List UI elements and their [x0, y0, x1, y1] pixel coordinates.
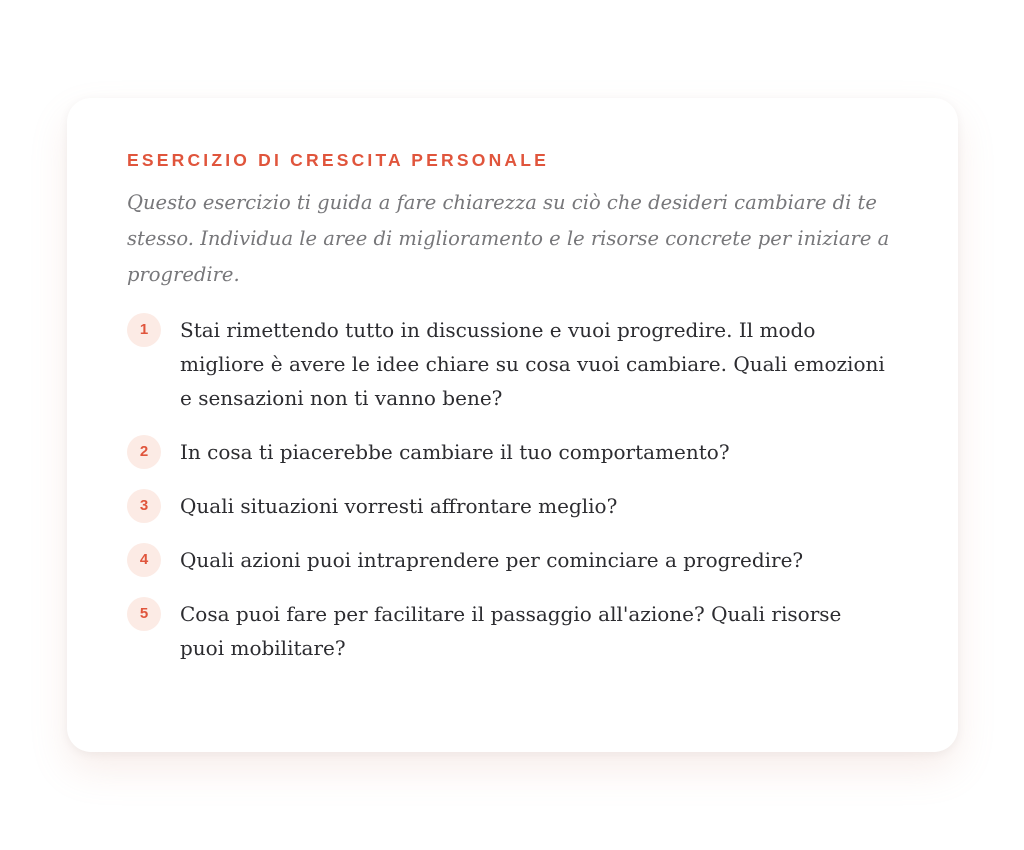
question-number-badge: 2	[127, 435, 161, 469]
question-text: Stai rimettendo tutto in discussione e vuoi progredire. Il modo migliore è avere le idee chiare su cosa vuoi cambiare. Quali emozioni e sensazioni non ti vanno bene?	[180, 318, 885, 410]
question-item	[127, 543, 898, 577]
question-item	[127, 435, 898, 469]
question-item	[127, 597, 898, 665]
question-item	[127, 313, 898, 415]
question-number-badge: 4	[127, 543, 161, 577]
exercise-eyebrow-title: ESERCIZIO DI CRESCITA PERSONALE	[127, 150, 550, 170]
question-number-badge: 5	[127, 597, 161, 631]
question-text: In cosa ti piacerebbe cambiare il tuo comportamento?	[180, 440, 730, 464]
question-item	[127, 489, 898, 523]
exercise-card	[67, 98, 958, 752]
question-text: Quali azioni puoi intraprendere per cominciare a progredire?	[180, 548, 804, 572]
question-text: Quali situazioni vorresti affrontare meglio?	[180, 494, 618, 518]
question-number-badge: 1	[127, 313, 161, 347]
question-text: Cosa puoi fare per facilitare il passaggio all'azione? Quali risorse puoi mobilitare?	[180, 602, 842, 660]
question-list	[127, 313, 898, 665]
exercise-intro: Questo esercizio ti guida a fare chiarezza su ciò che desideri cambiare di te stesso. Individua le aree di miglioramento e le risorse concrete per iniziare a progredire.	[127, 191, 890, 286]
question-number-badge: 3	[127, 489, 161, 523]
